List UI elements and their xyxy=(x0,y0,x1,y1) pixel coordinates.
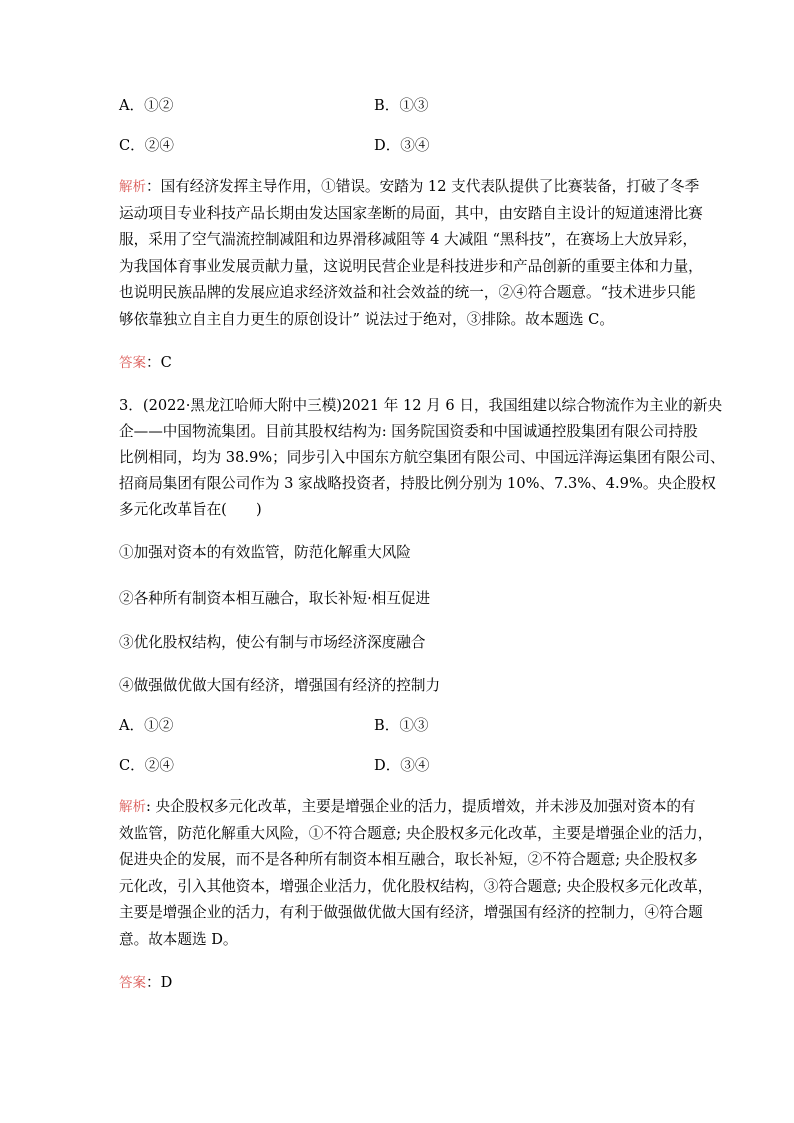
q3-option-a: A．①② xyxy=(119,717,174,734)
q3-analysis-line: 主要是增强企业的活力，有利于做强做优做大国有经济，增强国有经济的控制力，④符合题 xyxy=(119,904,703,921)
q3-stem xyxy=(119,393,725,523)
q2-answer xyxy=(119,353,172,373)
q3-answer-value: ：D xyxy=(146,974,173,991)
q3-statement-1: ①加强对资本的有效监管，防范化解重大风险 xyxy=(119,544,411,561)
q3-statement-3: ③优化股权结构，使公有制与市场经济深度融合 xyxy=(119,634,426,651)
q3-analysis-line: 效监管，防范化解重大风险，①不符合题意; 央企股权多元化改革，主要是增强企业的活力， xyxy=(119,824,713,842)
q3-option-c: C．②④ xyxy=(119,757,174,774)
q2-analysis-label: 解析 xyxy=(119,179,146,195)
q2-option-a: A．①② xyxy=(119,97,174,114)
q3-analysis-line: : 央企股权多元化改革，主要是增强企业的活力，提质增效，并未涉及加强对资本的有 xyxy=(146,798,696,815)
q2-analysis-line: 也说明民族品牌的发展应追求经济效益和社会效益的统一，②④符合题意。“技术进步只能 xyxy=(119,284,696,301)
q3-stem-line: 招商局集团有限公司作为 3 家战略投资者，持股比例分别为 10%、7.3%、4.9%。央企股权 xyxy=(119,475,716,492)
q2-analysis-line: ：国有经济发挥主导作用，①错误。安踏为 12 支代表队提供了比赛装备，打破了冬季 xyxy=(146,178,700,195)
q2-analysis-line: 服，采用了空气湍流控制减阻和边界滑移减阻等 4 大减阻 “黑科技”，在赛场上大放异彩， xyxy=(119,231,698,248)
q2-option-b: B．①③ xyxy=(374,97,429,114)
q3-statement-4: ④做强做优做大国有经济，增强国有经济的控制力 xyxy=(119,677,441,694)
q2-option-c: C．②④ xyxy=(119,137,174,154)
q3-option-b: B．①③ xyxy=(374,717,429,734)
q3-stem-line: 企——中国物流集团。目前其股权结构为: 国务院国资委和中国诚通控股集团有限公司持股 xyxy=(119,423,698,440)
q3-analysis-line: 促进央企的发展，而不是各种所有制资本相互融合，取长补短，②不符合题意; 央企股权多 xyxy=(119,851,698,868)
q2-analysis xyxy=(119,174,703,333)
q3-answer-label: 答案 xyxy=(119,975,146,991)
q2-analysis-line: 运动项目专业科技产品长期由发达国家垄断的局面，其中，由安踏自主设计的短道速滑比赛 xyxy=(119,204,703,222)
q3-analysis-label: 解析 xyxy=(119,799,146,815)
q3-analysis-line: 元化改，引入其他资本，增强企业活力，优化股权结构，③符合题意; 央企股权多元化改革， xyxy=(119,877,713,895)
q3-analysis-line: 意。故本题选 D。 xyxy=(119,930,238,948)
q3-stem-line: 3．(2022·黑龙江哈师大附中三模)2021 年 12 月 6 日，我国组建以综合物流作为主业的新央 xyxy=(119,397,723,414)
q2-answer-value: ：C xyxy=(146,354,172,371)
q2-analysis-line: 够依靠独立自主自力更生的原创设计” 说法过于绝对，③排除。故本题选 C。 xyxy=(119,310,614,328)
q3-stem-line: 比例相同，均为 38.9%；同步引入中国东方航空集团有限公司、中国远洋海运集团有限公司、 xyxy=(119,449,725,466)
q2-option-d: D．③④ xyxy=(374,137,430,154)
q2-analysis-line: 为我国体育事业发展贡献力量，这说明民营企业是科技进步和产品创新的重要主体和力量， xyxy=(119,257,703,275)
q3-answer xyxy=(119,973,172,993)
q3-option-d: D．③④ xyxy=(374,757,430,774)
q3-stem-line: 多元化改革旨在( ) xyxy=(119,501,262,518)
q3-analysis xyxy=(119,794,713,953)
q2-answer-label: 答案 xyxy=(119,355,146,371)
q3-statement-2: ②各种所有制资本相互融合，取长补短·相互促进 xyxy=(119,590,431,607)
